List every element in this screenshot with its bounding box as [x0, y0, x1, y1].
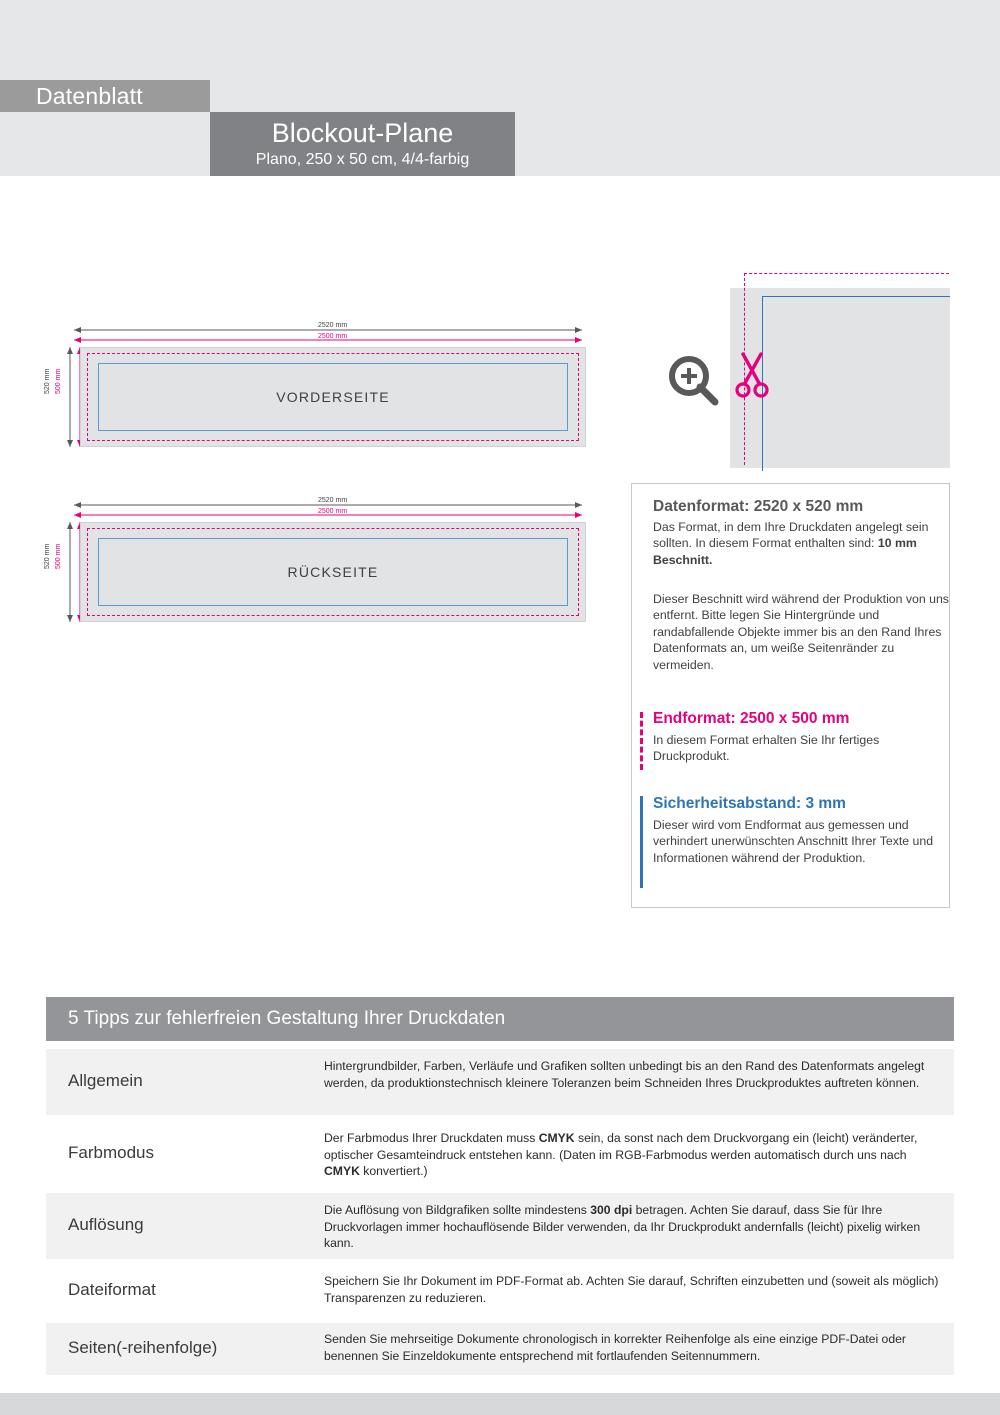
- tip-body-farbmodus: Der Farbmodus Ihrer Druckdaten muss CMYK sein, da sonst nach dem Druckvorgang ein (leicht) veränderter, optischer Gesamteindruck entstehen kann. (Daten im RGB-Farbmodus werden automatisch durch uns nach CMYK konvertiert.): [324, 1131, 918, 1179]
- zoom-detail-box: [631, 272, 950, 484]
- table-row: [46, 1121, 954, 1187]
- endformat-title: Endformat: 2500 x 500 mm: [653, 710, 850, 727]
- datenblatt-label: Datenblatt: [36, 83, 143, 109]
- scissors-icon: [735, 350, 769, 400]
- front-height-final-label: 500 mm: [55, 368, 62, 394]
- tip-label-farbmodus: Farbmodus: [68, 1143, 154, 1162]
- table-row: [46, 1323, 954, 1375]
- datenformat-title: Datenformat: 2520 x 520 mm: [653, 498, 864, 515]
- tip-body-dateiformat: Speichern Sie Ihr Dokument im PDF-Format ab. Achten Sie darauf, Schriften einzubetten und (soweit als möglich) Transparenzen zu reduzieren.: [324, 1274, 939, 1305]
- back-width-final-label: 2500 mm: [318, 508, 348, 515]
- tip-body-aufloesung: Die Auflösung von Bildgrafiken sollte mindestens 300 dpi betragen. Achten Sie darauf, dass Sie für Ihre Druckvorlagen immer hochauflösende Bilder verwenden, da Ihr Druckprodukt andernfalls (leicht) pixelig wirken kann.: [324, 1203, 921, 1251]
- table-row: [46, 1193, 954, 1259]
- tip-label-seitenreihenfolge: Seiten(-reihenfolge): [68, 1338, 218, 1357]
- table-row: [46, 1265, 954, 1317]
- front-width-final-label: 2500 mm: [318, 333, 348, 340]
- tip-label-aufloesung: Auflösung: [68, 1215, 144, 1234]
- zoom-in-icon: [667, 354, 721, 408]
- front-height-bleed-label: 520 mm: [44, 368, 51, 394]
- tip-body-seitenreihenfolge: Senden Sie mehrseitige Dokumente chronologisch in korrekter Reihenfolge als eine einzige PDF-Datei oder benennen Sie Einzeldokumente entsprechend mit fortlaufenden Seitennummern.: [324, 1332, 906, 1363]
- tips-header-label: 5 Tipps zur fehlerfreien Gestaltung Ihrer Druckdaten: [68, 1008, 506, 1029]
- zoom-safety-line: [762, 296, 950, 471]
- front-width-bleed-label: 2520 mm: [318, 322, 348, 329]
- sicherheitsabstand-body: Dieser wird vom Endformat aus gemessen und verhindert unerwünschten Anschnitt Ihrer Texte und Informationen während der Produktion.: [653, 818, 934, 865]
- back-plate-label: RÜCKSEITE: [287, 564, 379, 580]
- tip-label-dateiformat: Dateiformat: [68, 1280, 156, 1299]
- datenformat-body-1-bold: 10 mm Beschnitt.: [653, 536, 917, 567]
- tip-body-allgemein: Hintergrundbilder, Farben, Verläufe und Grafiken sollten unbedingt bis an den Rand des Datenformats angelegt werden, da produktionstechnisch kleinere Toleranzen beim Schneiden Ihres Druckproduktes auftreten können.: [324, 1059, 925, 1090]
- datenformat-body-1: [653, 519, 945, 568]
- footer-band: [0, 1393, 1000, 1415]
- datenformat-body-2: Dieser Beschnitt wird während der Produktion von uns entfernt. Bitte legen Sie Hintergründe und randabfallende Objekte immer bis an den Rand Ihres Datenformats an, um weiße Seitenränder zu vermeiden.: [653, 592, 949, 672]
- sicherheitsabstand-rule: [640, 796, 643, 888]
- back-height-bleed-label: 520 mm: [44, 543, 51, 569]
- endformat-body: In diesem Format erhalten Sie Ihr fertiges Druckprodukt.: [653, 733, 880, 764]
- endformat-rule: [640, 712, 643, 770]
- back-width-bleed-label: 2520 mm: [318, 497, 348, 504]
- sicherheitsabstand-title: Sicherheitsabstand: 3 mm: [653, 795, 846, 812]
- page-title: Blockout-Plane: [271, 118, 454, 148]
- datenformat-body-1-text: Das Format, in dem Ihre Druckdaten angelegt sein sollten. In diesem Format enthalten sind:: [653, 520, 929, 551]
- front-plate-label: VORDERSEITE: [276, 389, 390, 405]
- page-subtitle: Plano, 250 x 50 cm, 4/4-farbig: [255, 151, 470, 168]
- tips-header: [46, 997, 954, 1041]
- table-row: [46, 1049, 954, 1115]
- back-height-final-label: 500 mm: [55, 543, 62, 569]
- tip-label-allgemein: Allgemein: [68, 1071, 143, 1090]
